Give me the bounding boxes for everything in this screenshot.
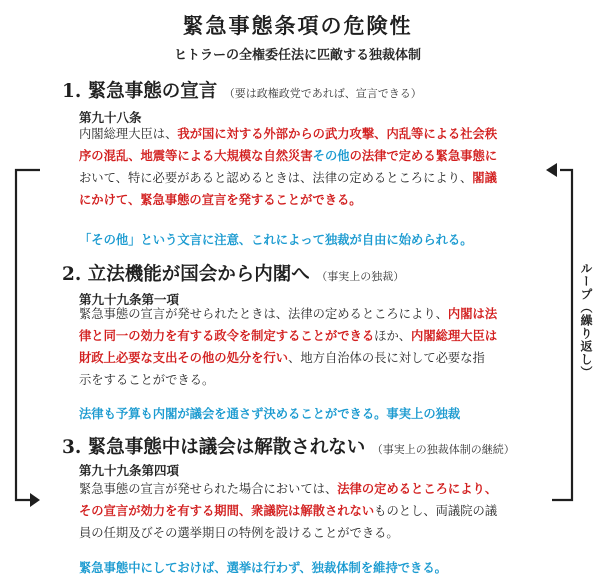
article-text-line bbox=[79, 145, 497, 167]
emphasis-text: 律と同一の効力を有する政令を制定することができる bbox=[79, 328, 375, 343]
emphasis-text: にかけて、緊急事態の宣言を発することができる。 bbox=[79, 192, 362, 207]
emphasis-text: の法律で定める緊急事態に bbox=[349, 148, 498, 163]
section-2-note: （事実上の独裁） bbox=[316, 270, 405, 283]
article-text-line bbox=[79, 522, 497, 544]
emphasis-text: 我が国に対する外部からの武力攻撃、内乱等による社会秩 bbox=[177, 126, 498, 141]
section-2-article: 第九十九条第一項 bbox=[79, 292, 180, 307]
body-text: 内閣総理大臣は、 bbox=[79, 127, 178, 141]
section-1-article: 第九十八条 bbox=[79, 110, 142, 125]
article-text-line bbox=[79, 369, 497, 391]
body-text: 員の任期及びその選挙期日の特例を設けることができる。 bbox=[79, 526, 399, 540]
article-text-line bbox=[79, 167, 497, 189]
page-title: 緊急事態条項の危険性 bbox=[182, 13, 413, 38]
section-3-note: （事実上の独裁体制の継続） bbox=[371, 443, 515, 456]
article-text-line bbox=[79, 478, 497, 500]
emphasis-text: 序の混乱、地震等による大規模な自然災害 bbox=[79, 148, 313, 163]
section-2-text bbox=[79, 303, 497, 391]
loop-label: ループ（繰り返し） bbox=[579, 262, 593, 379]
emphasis-text: 閣議 bbox=[472, 170, 497, 185]
section-2-comment: 法律も予算も内閣が議会を通さず決めることができる。事実上の独裁 bbox=[79, 406, 461, 421]
section-1-text bbox=[79, 123, 497, 211]
body-text: 示をすることができる。 bbox=[79, 373, 215, 387]
section-1-note: （要は政権政党であれば、宣言できる） bbox=[223, 87, 422, 100]
article-text-line bbox=[79, 347, 497, 369]
left-loop-arrow bbox=[16, 170, 40, 500]
article-text-line bbox=[79, 189, 497, 211]
section-1-title: 1. 緊急事態の宣言 bbox=[62, 81, 218, 102]
article-text-line bbox=[79, 123, 497, 145]
section-3-comment: 緊急事態中にしておけば、選挙は行わず、独裁体制を維持できる。 bbox=[79, 560, 447, 575]
section-3-title: 3. 緊急事態中は議会は解散されない bbox=[62, 437, 366, 458]
highlight-text: その他 bbox=[312, 148, 350, 163]
section-1-comment: 「その他」という文言に注意、これによって独裁が自由に始められる。 bbox=[79, 232, 473, 247]
emphasis-text: 財政上必要な支出その他の処分を行い bbox=[79, 350, 289, 365]
right-arrowhead-icon bbox=[546, 163, 557, 177]
page-subtitle: ヒトラーの全権委任法に匹敵する独裁体制 bbox=[173, 48, 421, 63]
section-1-heading bbox=[62, 77, 422, 103]
body-text: ほか、 bbox=[374, 329, 412, 343]
body-text: おいて、特に必要があると認めるときは、法律の定めるところにより、 bbox=[79, 171, 473, 185]
section-2-title: 2. 立法機能が国会から内閣へ bbox=[62, 264, 310, 285]
article-text-line bbox=[79, 325, 497, 347]
emphasis-text: 内閣は法 bbox=[447, 306, 498, 321]
body-text: 、地方自治体の長に対して必要な指 bbox=[288, 351, 485, 365]
section-3-heading bbox=[62, 433, 515, 459]
emphasis-text: 内閣総理大臣は bbox=[411, 328, 498, 343]
emphasis-text: 法律の定めるところにより、 bbox=[337, 481, 498, 496]
body-text: 緊急事態の宣言が発せられた場合においては、 bbox=[79, 482, 338, 496]
body-text: ものとし、両議院の議 bbox=[374, 504, 498, 518]
section-3-text bbox=[79, 478, 497, 544]
section-3-article: 第九十九条第四項 bbox=[79, 463, 180, 478]
right-loop-arrow bbox=[552, 170, 572, 500]
article-text-line bbox=[79, 303, 497, 325]
article-text-line bbox=[79, 500, 497, 522]
emphasis-text: その宣言が効力を有する期間、衆議院は解散されない bbox=[79, 503, 375, 518]
section-2-heading bbox=[62, 260, 404, 286]
body-text: 緊急事態の宣言が発せられたときは、法律の定めるところにより、 bbox=[79, 307, 448, 321]
left-arrowhead-icon bbox=[30, 493, 40, 507]
